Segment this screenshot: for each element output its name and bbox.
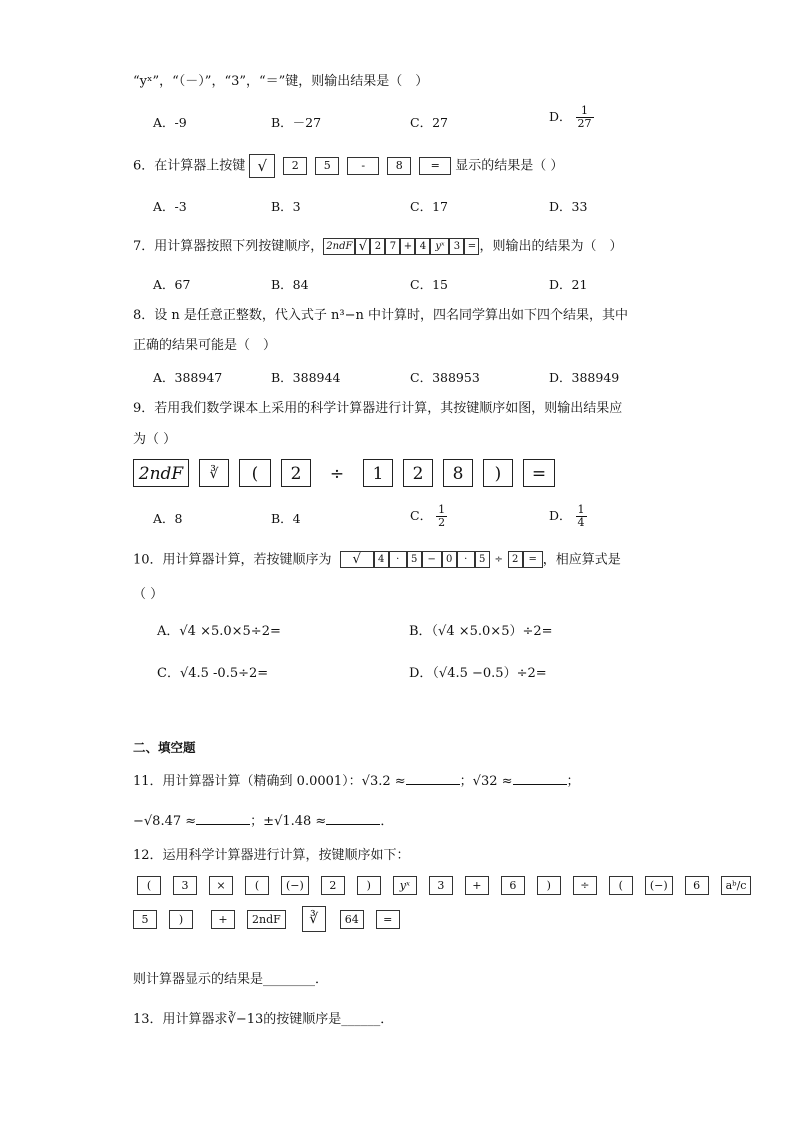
key-3: 3: [429, 876, 453, 895]
answer-blank: [326, 810, 380, 825]
key-sqrt: √: [340, 551, 374, 568]
q5-stem: “yˣ”，“（－）”，“3”，“＝”键，则输出结果是（ ）: [133, 74, 429, 89]
q9-key-sequence: [133, 459, 565, 487]
key-divide: ÷: [329, 464, 345, 484]
q8-line1: 8．设 n 是任意正整数，代入式子 n³−n 中计算时，四名同学算出如下四个结果，其中: [133, 308, 629, 323]
key-divide: ÷: [573, 876, 597, 895]
key-divide: ÷: [494, 554, 503, 565]
q10-stem: 10．用计算器计算，若按键顺序为 √ 4 · 5 − 0 · 5 ÷ 2 = ，相应算式是: [133, 550, 621, 571]
key-close-paren: ): [169, 910, 193, 929]
q8-option-c: C．388953: [410, 370, 480, 385]
key-close-paren: ): [357, 876, 381, 895]
key-5: 5: [133, 910, 157, 929]
q7-option-c: C．15: [410, 277, 448, 292]
key-2: 2: [321, 876, 345, 895]
key-open-paren: (: [245, 876, 269, 895]
key-open-paren: (: [137, 876, 161, 895]
q6-option-c: C．17: [410, 199, 448, 214]
key-4: 4: [374, 551, 389, 568]
q8-option-b: B．388944: [271, 370, 341, 385]
q9-option-d: D． $\frac{1}{4}$: [549, 503, 585, 529]
key-equals: =: [523, 551, 543, 568]
key-close-paren: ): [483, 459, 513, 487]
key-cube-root: ∛: [199, 459, 229, 487]
key-2ndf: 2ndF: [247, 910, 286, 929]
q10-line2: （ ）: [133, 587, 164, 602]
q7-stem: 7．用计算器按照下列按键顺序， 2ndF √ 2 7 + 4 yˣ 3 = ，则输出的结果为（ ）: [133, 239, 623, 254]
q8-option-d: D．388949: [549, 370, 620, 385]
key-64: 64: [340, 910, 364, 929]
q9-option-c: C． $\frac{1}{2}$: [410, 503, 446, 529]
q7-option-a: A．67: [153, 277, 191, 292]
answer-blank: [196, 810, 250, 825]
key-minus: -: [347, 157, 379, 175]
key-sqrt: √: [355, 238, 370, 255]
key-decimal: ·: [389, 551, 407, 568]
key-2: 2: [283, 157, 307, 175]
q5-options: [153, 104, 713, 137]
key-2: 2: [370, 238, 385, 255]
key-close-paren: ): [537, 876, 561, 895]
answer-blank: [513, 770, 567, 785]
key-2: 2: [403, 459, 433, 487]
q12-keys-row2: [133, 906, 412, 932]
q5-option-a: A．-9: [153, 115, 187, 130]
key-6: 6: [501, 876, 525, 895]
q10-key-sequence: [340, 550, 543, 570]
key-equals: =: [376, 910, 400, 929]
key-3: 3: [173, 876, 197, 895]
section-heading: 二、填空题: [133, 740, 196, 755]
q10-option-d: D．（√4.5 −0.5）÷2=: [409, 666, 547, 681]
key-3: 3: [449, 238, 464, 255]
key-2: 2: [508, 551, 523, 568]
key-open-paren: (: [609, 876, 633, 895]
q5-option-c: C．27: [410, 115, 448, 130]
q6-options: [153, 197, 713, 221]
key-5: 5: [315, 157, 339, 175]
key-2ndf: 2ndF: [133, 459, 189, 487]
q11-line1: 11．用计算器计算（精确到 0.0001）：√3.2 ≈ ；√32 ≈ ；: [133, 770, 580, 792]
q10-option-a: A．√4 ×5.0×5÷2=: [157, 624, 281, 639]
q11-expr-2: √32 ≈: [472, 774, 513, 789]
key-plus: +: [211, 910, 235, 929]
key-power: yˣ: [393, 876, 417, 895]
q11-line2: −√8.47 ≈ ；±√1.48 ≈ ．: [133, 810, 393, 832]
q9-options: [153, 503, 713, 533]
fraction: $\frac{1}{27}$: [577, 104, 592, 130]
key-6: 6: [685, 876, 709, 895]
key-2ndf: 2ndF: [323, 238, 355, 255]
q7-options: [153, 275, 713, 299]
q13-stem: 13．用计算器求∛−13的按键顺序是______．: [133, 1012, 394, 1027]
q13-expression: ∛−13: [227, 1012, 264, 1027]
q8-options: [153, 368, 713, 392]
key-8: 8: [443, 459, 473, 487]
q6-option-b: B．3: [271, 199, 301, 214]
key-decimal: ·: [457, 551, 475, 568]
key-sqrt: √: [249, 154, 275, 178]
key-4: 4: [415, 238, 430, 255]
key-plus: +: [400, 238, 415, 255]
key-power: yˣ: [430, 238, 449, 255]
key-2: 2: [281, 459, 311, 487]
key-5: 5: [407, 551, 422, 568]
key-open-paren: (: [239, 459, 271, 487]
key-1: 1: [363, 459, 393, 487]
key-plus: +: [465, 876, 489, 895]
q11-expr-1: √3.2 ≈: [361, 774, 406, 789]
q9-line1: 9．若用我们数学课本上采用的科学计算器进行计算，其按键顺序如图，则输出结果应: [133, 401, 623, 416]
q6-option-d: D．33: [549, 199, 588, 214]
key-equals: =: [523, 459, 555, 487]
q6-option-a: A．-3: [153, 199, 187, 214]
key-8: 8: [387, 157, 411, 175]
q9-option-a: A．8: [153, 511, 183, 526]
q10-option-c: C．√4.5 -0.5÷2=: [157, 666, 269, 681]
key-7: 7: [385, 238, 400, 255]
q11-expr-4: ±√1.48 ≈: [263, 814, 327, 829]
key-cube-root: ∛: [302, 906, 326, 932]
key-negative: (−): [645, 876, 673, 895]
key-negative: (−): [281, 876, 309, 895]
fraction: $\frac{1}{4}$: [577, 503, 585, 529]
q12-result: 则计算器显示的结果是________．: [133, 972, 329, 987]
q12-keys-row1: [137, 876, 751, 895]
q6-stem: 6．在计算器上按键 √ 2 5 - 8 = 显示的结果是（ ）: [133, 154, 563, 178]
key-equals: =: [419, 157, 451, 175]
q11-expr-3: −√8.47 ≈: [133, 814, 197, 829]
q5-option-d: D． $\frac{1}{27}$: [549, 104, 592, 130]
q8-option-a: A．388947: [153, 370, 223, 385]
key-5: 5: [475, 551, 490, 568]
answer-blank: [406, 770, 460, 785]
key-minus: −: [422, 551, 442, 568]
q9-line2: 为（ ）: [133, 432, 177, 447]
q7-option-b: B．84: [271, 277, 309, 292]
key-times: ×: [209, 876, 233, 895]
q10-option-b: B．（√4 ×5.0×5）÷2=: [409, 624, 553, 639]
q8-line2: 正确的结果可能是（ ）: [133, 338, 277, 353]
q9-option-b: B．4: [271, 511, 301, 526]
fraction: $\frac{1}{2}$: [438, 503, 446, 529]
q12-line1: 12．运用科学计算器进行计算，按键顺序如下：: [133, 848, 410, 863]
key-fraction: aᵇ/c: [721, 876, 752, 895]
key-0: 0: [442, 551, 457, 568]
key-equals: =: [464, 238, 479, 255]
q7-option-d: D．21: [549, 277, 588, 292]
q5-option-b: B．－27: [271, 115, 322, 130]
